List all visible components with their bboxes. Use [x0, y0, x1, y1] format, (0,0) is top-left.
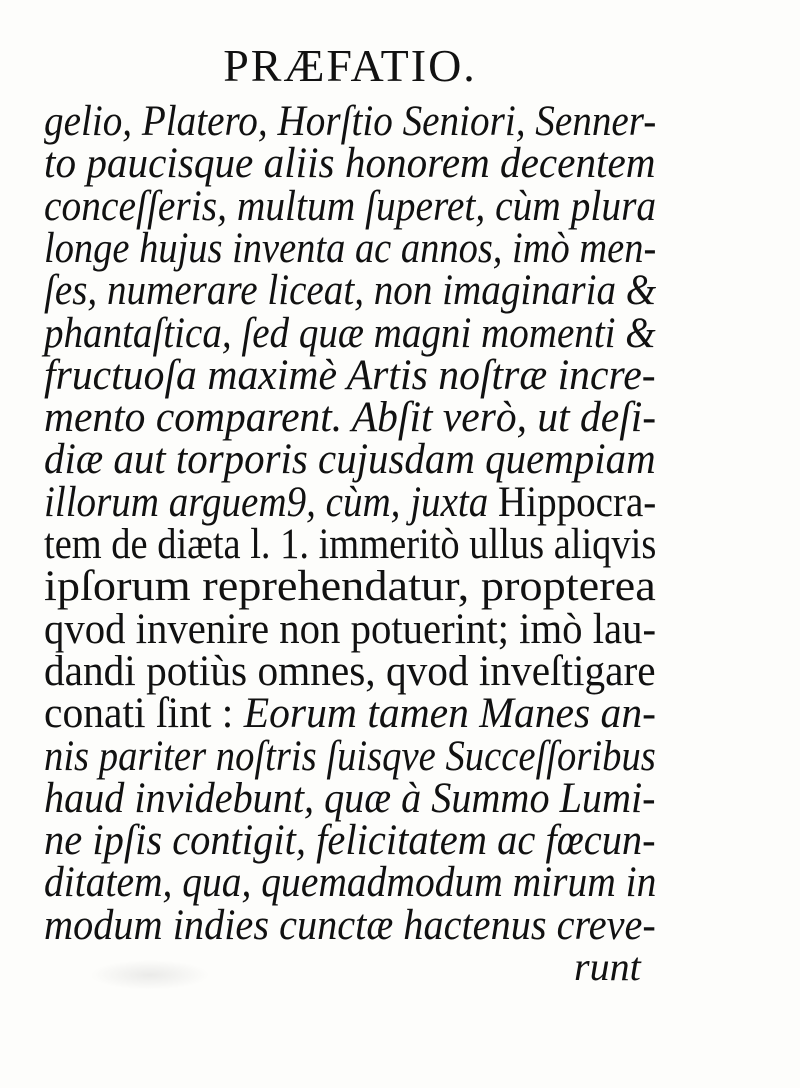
- text-line: [44, 817, 656, 865]
- italic-segment: diæ aut torporis cujusdam quempiam: [44, 436, 656, 484]
- italic-segment: ne ipſis contigit, felicitatem ac fœcun-: [44, 817, 656, 865]
- text-line: [44, 183, 656, 231]
- italic-segment: to paucisque aliis honorem decentem: [44, 140, 656, 188]
- text-line: [44, 733, 656, 781]
- italic-segment: longe hujus inventa ac annos, imò men-: [44, 224, 657, 272]
- roman-segment: Hippocra-: [498, 478, 657, 526]
- ink-smudge: [90, 960, 210, 990]
- text-line: [44, 902, 656, 950]
- text-line: [44, 521, 656, 569]
- text-line: [44, 775, 656, 823]
- italic-segment: fructuoſa maximè Artis noſtræ incre-: [44, 351, 656, 399]
- text-line: [44, 859, 656, 907]
- text-line: [44, 479, 656, 527]
- text-line: [44, 140, 656, 188]
- italic-segment: illorum arguem9, cùm, juxta: [44, 478, 499, 526]
- italic-segment: conceſſeris, multum ſuperet, cùm plura: [44, 182, 657, 230]
- text-line: [44, 563, 656, 611]
- text-line: [44, 436, 656, 484]
- italic-segment: mento comparent. Abſit verò, ut deſi-: [44, 394, 657, 442]
- roman-segment: qvod invenire non potuerint; imò lau-: [44, 605, 657, 653]
- text-line: [44, 267, 656, 315]
- text-line: [44, 394, 656, 442]
- roman-segment: dandi potiùs omnes, qvod inveſtigare: [44, 647, 656, 695]
- italic-segment: gelio, Platero, Horſtio Seniori, Senner-: [44, 98, 657, 145]
- text-line: [44, 310, 656, 358]
- roman-segment: tem de diæta l. 1. immeritò ullus aliqvis: [44, 521, 657, 568]
- catchword: runt: [574, 944, 641, 989]
- roman-segment: conati ſint :: [44, 690, 244, 738]
- roman-segment: ipſorum reprehendatur, propterea: [44, 563, 656, 611]
- running-head: PRÆFATIO.: [223, 40, 477, 91]
- text-line: [44, 352, 656, 400]
- italic-segment: nis pariter noſtris ſuisqve Succeſſoribus: [44, 732, 656, 780]
- italic-segment: modum indies cunctæ hactenus creve-: [44, 901, 656, 949]
- italic-segment: ſes, numerare liceat, non imaginaria &: [44, 267, 657, 315]
- italic-segment: haud invidebunt, quæ à Summo Lumi-: [44, 774, 656, 822]
- text-line: [44, 606, 656, 654]
- italic-segment: Eorum tamen Manes an-: [243, 690, 656, 738]
- text-line: [44, 648, 656, 696]
- text-line: [44, 98, 656, 146]
- text-line: [44, 225, 656, 273]
- text-line: [44, 690, 656, 738]
- italic-segment: ditatem, qua, quemadmodum mirum in: [44, 859, 657, 907]
- italic-segment: phantaſtica, ſed quæ magni momenti &: [44, 309, 656, 357]
